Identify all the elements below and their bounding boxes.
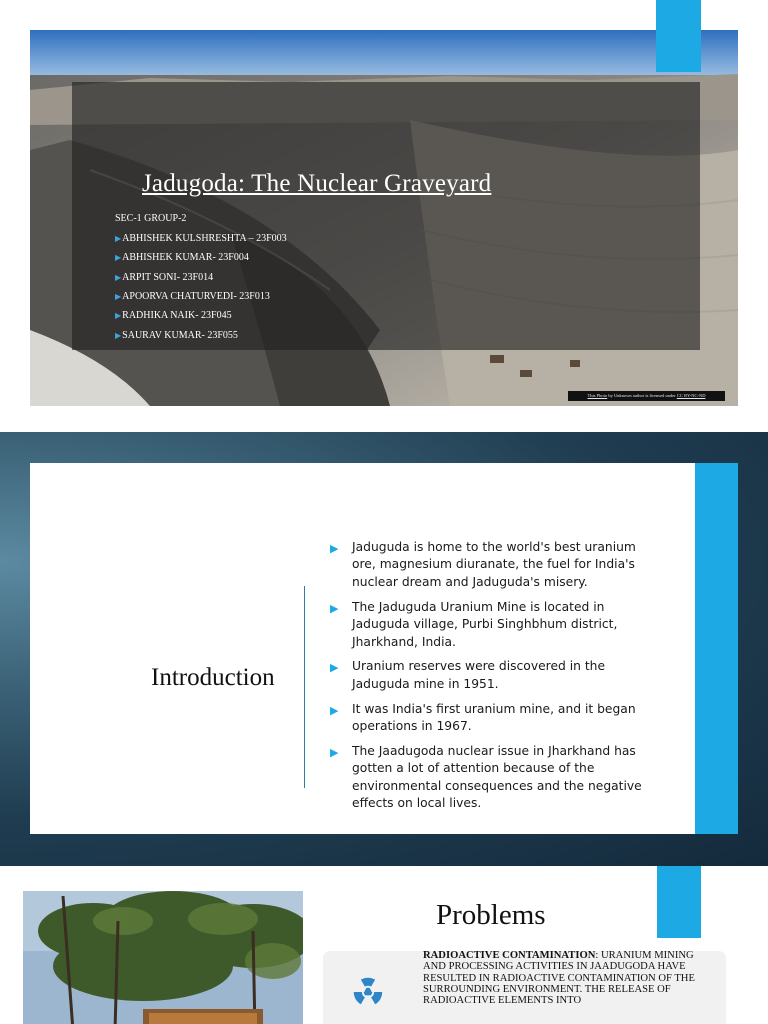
member-name: RADHIKA NAIK- 23F045: [122, 310, 232, 321]
bullet-item: [330, 658, 660, 693]
member-name: ABHISHEK KULSHRESHTA – 23F003: [122, 233, 287, 244]
problem-title: RADIOACTIVE CONTAMINATION: [423, 950, 596, 961]
photo-credit: [568, 391, 725, 401]
member-name: ABHISHEK KUMAR- 23F004: [122, 252, 249, 263]
group-label: SEC-1 GROUP-2: [115, 213, 187, 224]
member-name: SAURAV KUMAR- 23F055: [122, 330, 238, 341]
slide-introduction: [0, 432, 768, 866]
bullet-triangle-icon: ▶: [330, 661, 339, 675]
radiation-icon: [349, 972, 387, 1010]
member-item: [115, 272, 213, 283]
presentation-title: Jadugoda: The Nuclear Graveyard: [142, 170, 492, 197]
slide-problems: [0, 866, 768, 1024]
bullet-triangle-icon: ▶: [115, 331, 122, 340]
member-item: [115, 291, 270, 302]
photo-credit-link[interactable]: This Photo: [587, 393, 608, 398]
member-item: [115, 233, 287, 244]
bullet-triangle-icon: ▶: [330, 542, 339, 555]
photo-license-link[interactable]: CC BY-NC-ND: [676, 393, 706, 398]
problem-body: : URANIUM MINING AND PROCESSING ACTIVITIES IN JAADUGODA HAVE RESULTED IN RADIOACTIVE CONTAMINATION OF THE SURROUNDING ENVIRONMENT. THE RELEASE OF RADIOACTIVE ELEMENTS INTO: [423, 950, 695, 1007]
bullet-text: Jaduguda is home to the world's best uranium ore, magnesium diuranate, the fuel for India's nuclear dream and Jaduguda's misery.: [352, 540, 636, 589]
bullet-item: [330, 701, 660, 736]
bullet-triangle-icon: ▶: [115, 311, 122, 320]
problems-heading: Problems: [436, 899, 546, 931]
content-card: [30, 463, 695, 834]
bullet-item: [330, 539, 660, 591]
accent-bar: [656, 0, 701, 72]
bullet-text: Uranium reserves were discovered in the Jaduguda mine in 1951.: [352, 659, 606, 691]
trees-photo: [23, 891, 303, 1024]
member-item: [115, 252, 249, 263]
slide-title: [0, 0, 768, 432]
introduction-heading: Introduction: [151, 664, 275, 691]
accent-bar: [695, 463, 738, 834]
bullet-triangle-icon: ▶: [330, 601, 339, 615]
bullet-text: It was India's first uranium mine, and it began operations in 1967.: [352, 701, 636, 734]
accent-bar: [657, 866, 701, 938]
member-item: [115, 310, 232, 321]
bullet-triangle-icon: ▶: [330, 703, 339, 717]
bullet-triangle-icon: ▶: [115, 234, 122, 243]
bullet-item: [330, 743, 660, 813]
bullet-triangle-icon: ▶: [115, 292, 122, 301]
problem-description: [423, 950, 703, 1006]
member-name: ARPIT SONI- 23F014: [122, 272, 214, 283]
bullet-triangle-icon: ▶: [330, 746, 339, 760]
bullet-triangle-icon: ▶: [115, 273, 122, 282]
member-item: [115, 330, 238, 341]
bullet-text: The Jaduguda Uranium Mine is located in Jaduguda village, Purbi Singhbhum district, Jharkhand, India.: [352, 599, 618, 649]
photo-credit-text: by Unknown author is licensed under: [607, 393, 677, 398]
member-name: APOORVA CHATURVEDI- 23F013: [122, 291, 270, 302]
introduction-bullets: [330, 539, 660, 820]
bullet-text: The Jaadugoda nuclear issue in Jharkhand has gotten a lot of attention because of the environmental consequences and the negative effects on local lives.: [352, 744, 642, 811]
bullet-item: [330, 599, 660, 651]
vertical-divider: [304, 586, 305, 788]
bullet-triangle-icon: ▶: [115, 253, 122, 262]
